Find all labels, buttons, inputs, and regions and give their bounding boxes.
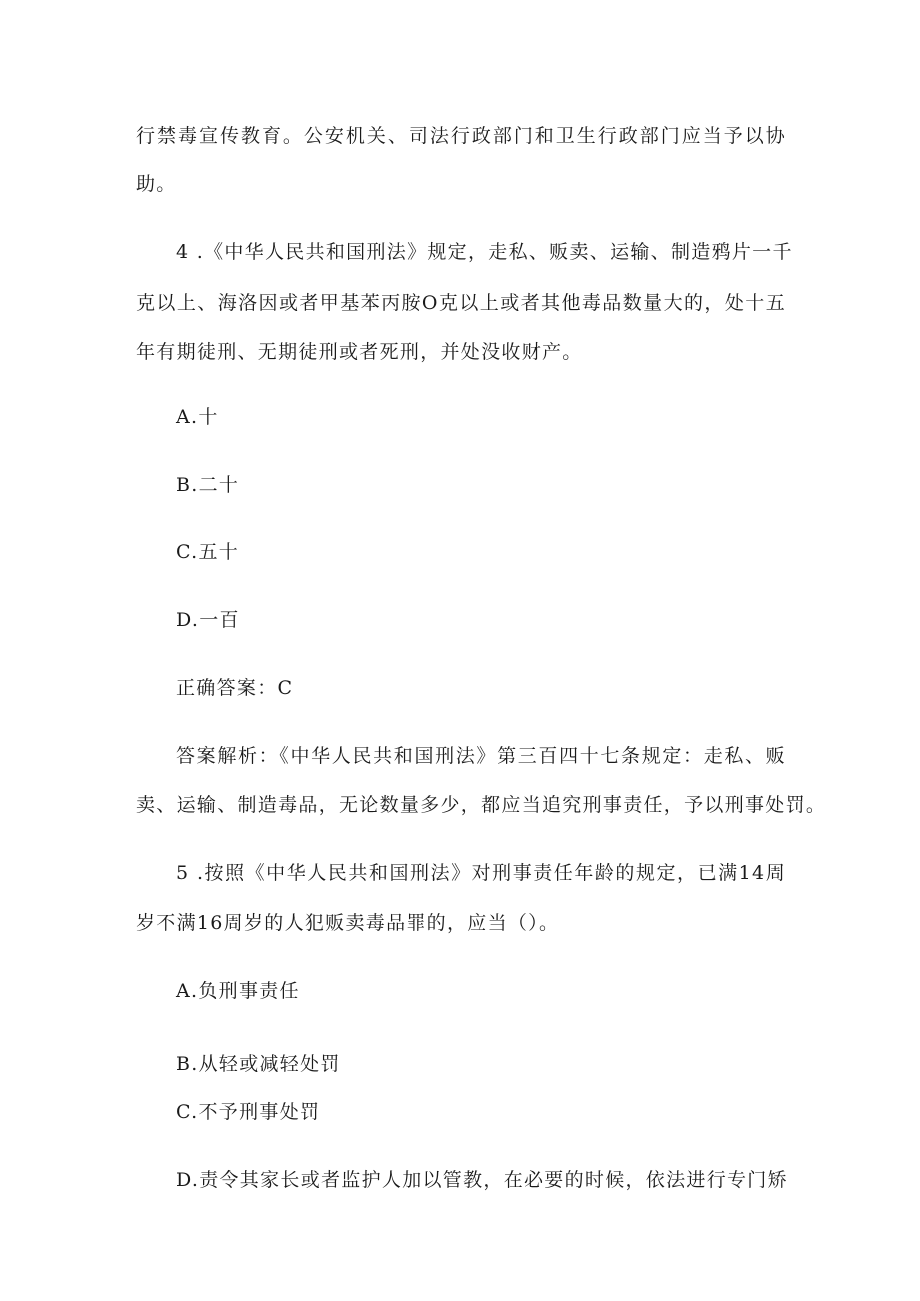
continuation-text-line-2: 助。 xyxy=(136,173,177,195)
question-5-option-d: D.责令其家长或者监护人加以管教，在必要的时候，依法进行专门矫 xyxy=(176,1169,788,1191)
question-4-line-3: 年有期徒刑、无期徒刑或者死刑，并处没收财产。 xyxy=(136,341,583,363)
question-4-option-b: B.二十 xyxy=(176,474,240,496)
question-4-option-d: D.一百 xyxy=(176,609,240,631)
question-5-option-b: B.从轻或减轻处罚 xyxy=(176,1053,341,1075)
question-4-option-a: A.十 xyxy=(176,406,219,428)
question-4-analysis-line-2: 卖、运输、制造毒品，无论数量多少，都应当追究刑事责任，予以刑事处罚。 xyxy=(136,794,827,816)
question-4-answer: 正确答案：C xyxy=(176,677,294,699)
continuation-text-line-1: 行禁毒宣传教育。公安机关、司法行政部门和卫生行政部门应当予以协 xyxy=(136,125,786,147)
question-4-analysis-line-1: 答案解析：《中华人民共和国刑法》第三百四十七条规定：走私、贩 xyxy=(176,745,786,767)
question-5-line-2: 岁不满16周岁的人犯贩卖毒品罪的，应当（）。 xyxy=(136,912,560,934)
question-5-option-a: A.负刑事责任 xyxy=(176,980,300,1002)
question-4-line-2: 克以上、海洛因或者甲基苯丙胺O克以上或者其他毒品数量大的，处十五 xyxy=(136,292,786,314)
question-5-option-c: C.不予刑事处罚 xyxy=(176,1101,321,1123)
question-4-line-1: 4 .《中华人民共和国刑法》规定，走私、贩卖、运输、制造鸦片一千 xyxy=(176,241,793,263)
question-4-option-c: C.五十 xyxy=(176,541,240,563)
question-5-line-1: 5 .按照《中华人民共和国刑法》对刑事责任年龄的规定，已满14周 xyxy=(176,862,786,884)
